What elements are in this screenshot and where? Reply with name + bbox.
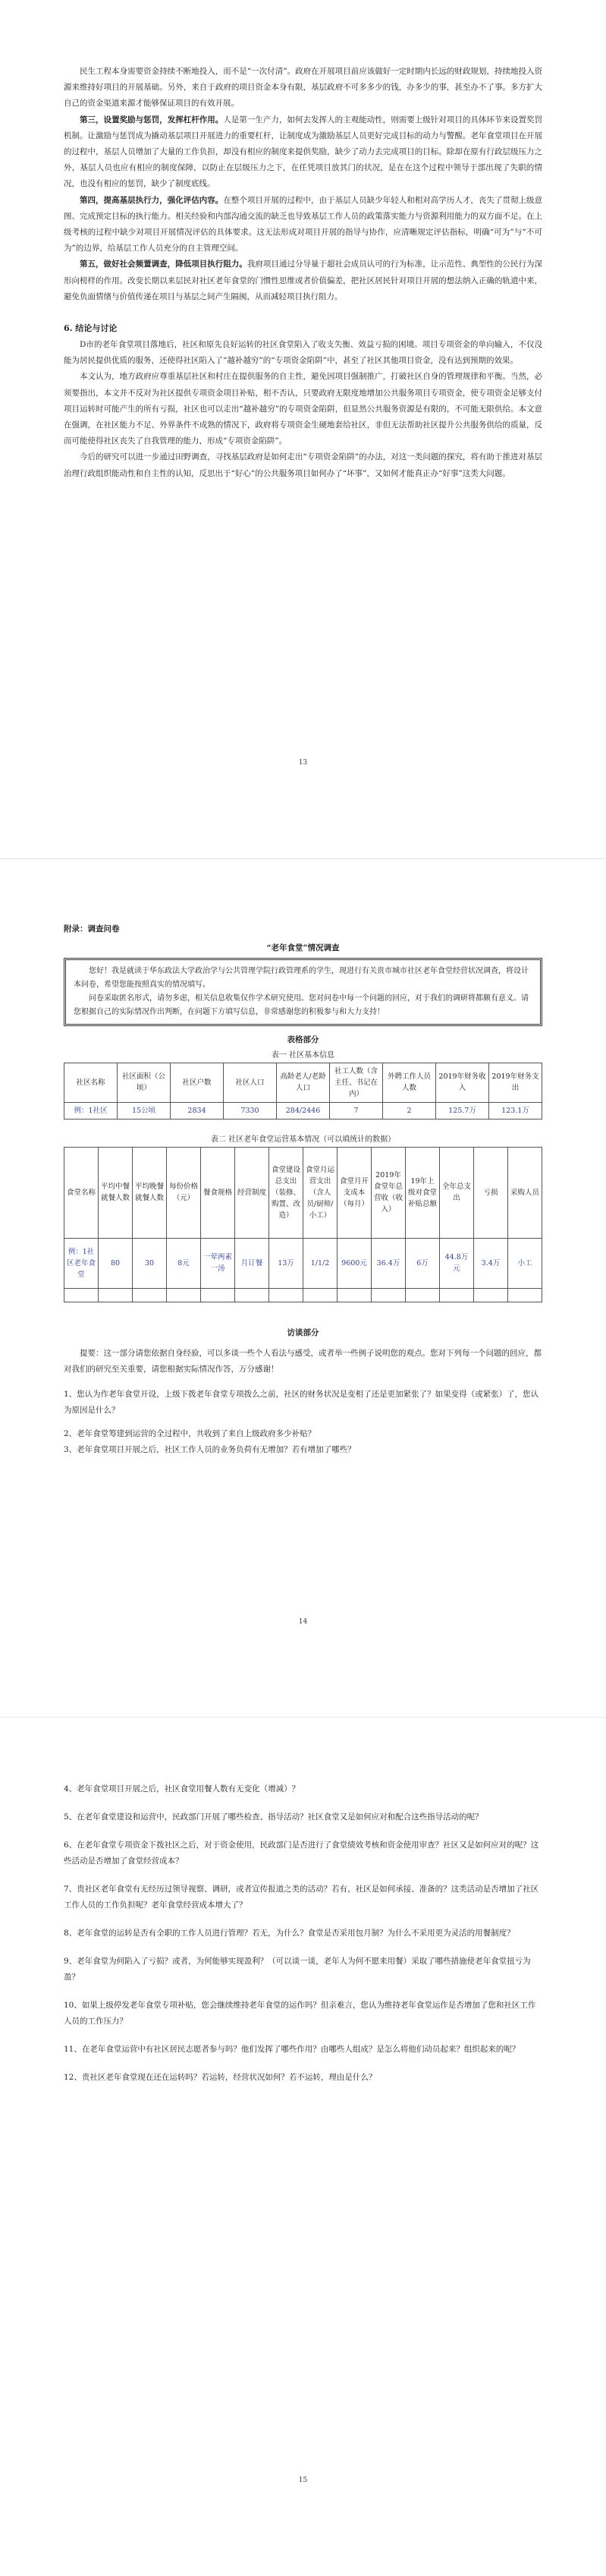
- table-header-row: [64, 1063, 542, 1102]
- table-caption: 表二 社区老年食堂运营基本情况（可以填统计的数据）: [210, 1135, 396, 1144]
- table-cell: 284/2446: [277, 1102, 330, 1119]
- page-13: [0, 0, 606, 858]
- table-cell: 15公顷: [118, 1102, 171, 1119]
- survey-notice-box: [64, 958, 542, 1026]
- table-cell: 7330: [224, 1102, 277, 1119]
- table-cell-empty: [372, 1288, 406, 1302]
- paragraph: D市的老年食堂项目落地后，社区和原先良好运转的社区食堂陷入了收支失衡、效益亏损的困境。项目专项资金的单向输入，不仅没能为居民提供优质的服务，还使得社区陷入了“越补越穷”的“专项资金陷阱”中，甚至了社区其他项目资金，没有达到预期的效果。: [64, 340, 542, 366]
- paragraph-lead: 第四，提高基层执行力，强化评估内容。: [80, 195, 224, 205]
- notice-text: 问卷采取匿名形式，请勿多虑，相关信息收集仅作学术研究使用。您对问卷中每一个问题的回应，对于我们的调研将都颇有意义。请您根据自己的实际情况作出判断，在问题下方填写信息，非常感谢您的积极参与和大力支持！: [74, 994, 529, 1017]
- interview-question: 2、老年食堂筹建到运营的全过程中，共收到了来自上级政府多少补贴？: [64, 1428, 316, 1438]
- table-cell: 例：1社区: [64, 1102, 118, 1119]
- paragraph: [64, 112, 542, 193]
- table-cell: 例：1社区老年食堂: [64, 1238, 99, 1288]
- table-cell: 7: [330, 1102, 383, 1119]
- table-header-cell: 食堂名称: [64, 1147, 99, 1238]
- interview-question: 9、老年食堂为何陷入了亏损？或者，为何能够实现盈利？（可以谈一谈，老年人为何不愿来用餐）采取了哪些措施使老年食堂扭亏为盈？: [64, 1957, 531, 1982]
- table-header-cell: 亏损: [474, 1147, 508, 1238]
- table-cell-empty: [64, 1288, 99, 1302]
- table-header-cell: 2019年食堂年总营收（收入）: [372, 1147, 406, 1238]
- paragraph: [64, 193, 542, 257]
- interview-question: 12、贵社区老年食堂现在还在运转吗？若运转，经营状况如何？若不运转，理由是什么？: [64, 2073, 377, 2082]
- table-cell: 6万: [406, 1238, 440, 1288]
- table-header-cell: 外聘工作人员人数: [383, 1063, 436, 1102]
- table-header-cell: 食堂月开支成本（每月）: [338, 1147, 372, 1238]
- table-cell-empty: [508, 1288, 542, 1302]
- table-header-cell: 餐食规格: [201, 1147, 235, 1238]
- table-header-cell: 经营制度: [235, 1147, 269, 1238]
- table-header-cell: 社区户数: [171, 1063, 224, 1102]
- paragraph: 今后的研究可以进一步通过田野调查，寻找基层政府是如何走出“专项资金陷阱”的办法，对这一类问题的探究，将有助于推进对基层治理行政组织能动性和自主性的认知，反思出于“好心”的公共服务项目如何办了“坏事”，又如何才能真正办“好事”这类大问题。: [64, 452, 542, 478]
- paragraph: 民生工程本身需要资金持续不断地投入，而不是“一次付清”。政府在开展项目前应该做好一定时期内长远的财政规划，持续地投入资源来维持好项目的开展基础。另外，来自于政府的项目资金本身有限，基层政府不可多多少的钱，办多少的事，甚至办不了事。多方扩大自己的资金渠道来源才能够保证项目的有效开展。: [64, 67, 542, 109]
- table-header-cell: 全年总支出: [440, 1147, 474, 1238]
- table-cell: 1/1/2: [303, 1238, 338, 1288]
- section-heading: 6. 结论与讨论: [64, 323, 118, 334]
- table-header-cell: 高龄老人/老龄人口: [277, 1063, 330, 1102]
- table-cell: 36.4万: [372, 1238, 406, 1288]
- table-cell-empty: [338, 1288, 372, 1302]
- table-header-cell: 社区名称: [64, 1063, 118, 1102]
- notice-text: 您好！我是就读于华东政法大学政治学与公共管理学院行政管理系的学生，现进行有关贵市城市社区老年食堂经营状况调查，将设计本问卷，希望您能按照真实的情况填写。: [74, 967, 529, 990]
- interview-intro: 提要：这一部分请您依据自身经验，可以多谈一些个人看法与感受，或者举一些例子说明您的观点。您对下列每一个问题的回应，都对我们的研究至关重要，请您根据实际情况作答，万分感谢！: [64, 1348, 542, 1374]
- page-14: [0, 858, 606, 1718]
- table-cell-empty: [133, 1288, 167, 1302]
- table-row: [64, 1102, 542, 1119]
- table-header-cell: 每份价格（元）: [167, 1147, 201, 1238]
- table-cell-empty: [303, 1288, 338, 1302]
- table-header-cell: 社区人口: [224, 1063, 277, 1102]
- table-cell: 13万: [269, 1238, 303, 1288]
- table-cell: 8元: [167, 1238, 201, 1288]
- table-cell: 44.8万元: [440, 1238, 474, 1288]
- paragraph-text: 在整个项目开展的过程中，由于基层人员缺少年轻人和相对高学历人才，丧失了贯彻上级意图、完成预定目标的执行能力。相关经验和内部沟通交流的缺乏也导致基层工作人员的政策落实能力与资源利用能力的双方面不足。在上级考核的过程中缺少对项目开展情况评估的具体要求。这无法形成对项目开展的指导与协作，应清晰规定评估指标，明确“可为”与“不可为”的边界，给基层工作人员充分的自主管理空间。: [64, 195, 543, 254]
- interview-question: 6、在老年食堂专项资金下拨社区之后，对于资金使用，民政部门是否进行了食堂绩效考核和资金使用审查？社区又是如何应对的呢？这些活动是否增加了食堂经营成本？: [64, 1841, 539, 1866]
- canteen-operation-table: [64, 1147, 542, 1302]
- table-cell: 3.4万: [474, 1238, 508, 1288]
- table-cell: 2: [383, 1102, 436, 1119]
- table-header-cell: 2019年财务收入: [436, 1063, 489, 1102]
- table-cell-empty: [99, 1288, 133, 1302]
- table-caption: 表一 社区基本信息: [271, 1050, 335, 1060]
- community-info-table: [64, 1063, 542, 1120]
- appendix-title: 附录：调查问卷: [64, 924, 120, 934]
- table-header-row: [64, 1147, 542, 1238]
- table-section-title: 表格部分: [287, 1035, 319, 1045]
- table-cell: 一荤两素一汤: [201, 1238, 235, 1288]
- interview-question: 1、您认为作老年食堂开设，上级下拨老年食堂专项拨么之前，社区的财务状况是变相了还是更加紧张了？如果变得（或紧张）了，您认为原因是什么？: [64, 1389, 539, 1415]
- table-cell: 80: [99, 1238, 133, 1288]
- table-cell: 月订餐: [235, 1238, 269, 1288]
- interview-question: 7、贵社区老年食堂有无经历过领导视察、调研，或者宣传报道之类的活动？若有，社区是如何承接、准备的？这类活动是否增加了社区工作人员的工作负担呢？老年食堂经营成本增大了？: [64, 1885, 539, 1910]
- interview-question: 11、在老年食堂运营中有社区居民志愿者参与吗？他们发挥了哪些作用？由哪些人组成？是怎么将他们动员起来？组织起来的呢？: [64, 2045, 520, 2054]
- page-number: 15: [298, 2477, 308, 2484]
- table-cell-empty: [440, 1288, 474, 1302]
- table-cell-empty: [201, 1288, 235, 1302]
- table-header-cell: 19年上级对食堂补贴总额: [406, 1147, 440, 1238]
- paragraph-text: 人是第一生产力，如何去发挥人的主观能动性，则需要上级针对项目的具体环节来设置奖罚机制。让激励与惩罚成为撬动基层项目开展进力的重要杠杆，让制度成为激励基层人员更好完成目标的动力与警醒。老年食堂项目在开展的过程中，基层人员增加了大量的工作负担，却没有相应的制度来提供奖励，缺少了动力去完成项目的目标。除却在原有行政层级压力之外，基层人员也应有相应的制度保障，以防止在层级压力之下，在任凭项目放其门的状况，是在在这个过程中领导于部出现了失职的情况，也没有相应的惩罚，缺少了制度底线。: [64, 115, 543, 189]
- table-header-cell: 社工人数（含主任、书记在内）: [330, 1063, 383, 1102]
- table-header-cell: 2019年财务支出: [489, 1063, 542, 1102]
- table-header-cell: 食堂建设总支出（装修、购置、改造）: [269, 1147, 303, 1238]
- page-15: [0, 1717, 606, 2576]
- page-number: 14: [298, 1618, 308, 1626]
- interview-question: 4、老年食堂项目开展之后，社区食堂用餐人数有无变化（增减）？: [64, 1784, 300, 1793]
- interview-section-title: 访谈部分: [287, 1327, 319, 1337]
- table-header-cell: 食堂月运营支出（含人员/厨师/小工）: [303, 1147, 338, 1238]
- table-header-cell: 社区面积（公顷）: [118, 1063, 171, 1102]
- table-header-cell: 平均中餐就餐人数: [99, 1147, 133, 1238]
- table-cell-empty: [474, 1288, 508, 1302]
- table-cell-empty: [269, 1288, 303, 1302]
- table-cell: 9600元: [338, 1238, 372, 1288]
- interview-question: 3、老年食堂项目开展之后，社区工作人员的业务负荷有无增加？若有增加了哪些？: [64, 1444, 356, 1454]
- paragraph-lead: 第三，设置奖励与惩罚，发挥杠杆作用。: [80, 115, 224, 124]
- table-cell-empty: [235, 1288, 269, 1302]
- table-row-empty: [64, 1288, 542, 1302]
- paragraph-text: 我府项目通过分导量于超社会成员认可的行为标准，让示范性、典型性的公民行为深形向榜样的作用。改变长期以来层民对社区老年食堂的门惯性思维或者价值偏差，把社区居民针对项目开展的想法纳入正确的轨道中来，避免负面情绪与价值传递在项目与基层之间产生隔阂，从而减轻项目执行阻力。: [64, 260, 543, 301]
- interview-question: 10、如果上级停发老年食堂专项补贴，您会继续维持老年食堂的运作吗？但亲难言，您认为维持老年食堂运作是否增加了您和社区工作人员的工作压力？: [64, 2001, 536, 2026]
- table-cell: 小工: [508, 1238, 542, 1288]
- table-header-cell: 平均晚餐就餐人数: [133, 1147, 167, 1238]
- table-row: [64, 1238, 542, 1288]
- paragraph-lead: 第五，做好社会频置调查，降低项目执行阻力。: [80, 260, 247, 269]
- table-cell: 125.7万: [436, 1102, 489, 1119]
- survey-title: “老年食堂”情况调查: [266, 943, 340, 953]
- table-header-cell: 采购人员: [508, 1147, 542, 1238]
- table-cell-empty: [167, 1288, 201, 1302]
- table-cell: 2834: [171, 1102, 224, 1119]
- interview-question: 5、在老年食堂建设和运营中，民政部门开展了哪些检查、指导活动？社区食堂又是如何应对和配合这些指导活动的呢？: [64, 1812, 483, 1822]
- interview-question: 8、老年食堂的运转是否有全职的工作人员进行管理？若无，为什么？食堂是否采用包月制？为什么不采用更为灵活的用餐制度？: [64, 1929, 515, 1938]
- paragraph: [64, 257, 542, 305]
- table-cell: 123.1万: [489, 1102, 542, 1119]
- paragraph: 本文认为，地方政府应尊重基层社区和村庄在提供服务的自主性，避免因项目强制推广，打破社区自身的管理规律和平衡。当然，必须要指出，本文并不反对为社区提供专项资金项目补贴，相不否认，只要政府无限度地增加公共服务项目专项资金，使专项资金足够支付项目运转时可能产生的所有亏损，社区也可以走出“越补越穷”的专项资金陷阱，但显然公共服务资源是有限的，不可能无限供给。本文意在强调，在社区能力不足、外界条件不成熟的情况下，政府将专项资金生硬地套给社区，非但无法帮助社区提升公共服务供给的质量，反而可能使得社区丧失了自我管理的能力，形成“专项资金陷阱”。: [64, 372, 542, 446]
- table-cell-empty: [406, 1288, 440, 1302]
- page-number: 13: [298, 759, 308, 767]
- table-cell: 30: [133, 1238, 167, 1288]
